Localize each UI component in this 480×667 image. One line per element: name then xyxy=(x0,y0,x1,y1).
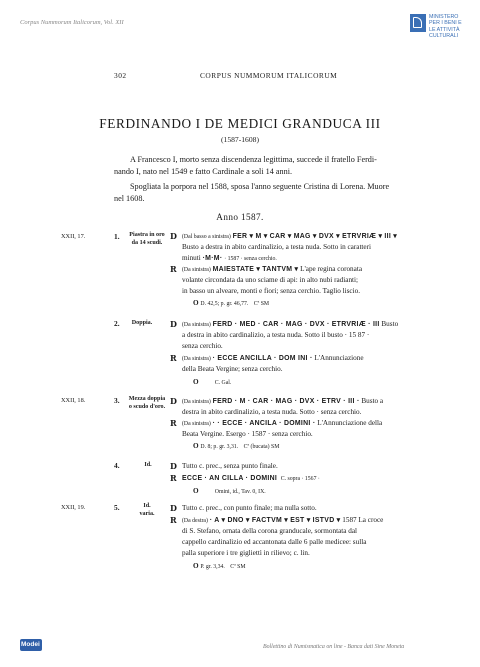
entry-number: 5. xyxy=(114,503,120,512)
text: L'ape regina coronata xyxy=(300,265,363,273)
coin-legend: ECCE · AN CILLA · DOMINI xyxy=(182,475,278,482)
direction-note: (Da destra) xyxy=(182,518,208,524)
intro-line: A Francesco I, morto senza discendenza legittima, succede il fratello Ferdi- xyxy=(130,155,377,164)
coin-metadata xyxy=(193,486,266,498)
coin-label: Doppia. xyxy=(131,320,153,326)
label-line: varia. xyxy=(139,510,155,517)
plate-reference: XXII, 18. xyxy=(61,397,86,404)
label-line: Id. xyxy=(143,503,151,509)
reverse-marker: R xyxy=(170,473,177,483)
obverse-line: a destra in abito cardinalizio, a testa nuda. Sotto il busto · 15 87 · xyxy=(182,331,370,339)
direction-note: (Da sinistra) xyxy=(182,322,211,328)
text: L'Annunciazione della xyxy=(317,419,383,427)
reverse-line: in basso un alveare, monti e fiori; senza cerchio. Taglio liscio. xyxy=(182,287,360,295)
text: C. sopra · 1567 · xyxy=(280,476,320,482)
plate-reference: XXII, 19. xyxy=(61,504,86,511)
reverse-line: volante circondata da uno sciame di api: in alto nubi radianti; xyxy=(182,276,359,284)
reverse-line: di S. Stefano, ornata della corona granducale, sormontata dal xyxy=(182,527,358,535)
metal: O xyxy=(193,487,199,495)
reverse-line: della Beata Vergine; senza cerchio. xyxy=(182,365,283,373)
coin-legend: · ECCE ANCILLA · DOM INI · xyxy=(212,355,313,362)
obverse-line: Tutto c. prec., con punto finale; ma nulla sotto. xyxy=(182,504,317,512)
obverse-marker: D xyxy=(170,231,177,241)
coin-legend: · A ▾ DNO ▾ FACTVM ▾ EST ▾ ISTVD ▾ xyxy=(209,517,341,524)
collection: Cª (bucata) SM xyxy=(243,444,280,450)
coin-legend: FER ▾ M ▾ CAR ▾ MAG ▾ DVX ▾ ETRVRIÆ ▾ III ▾ xyxy=(232,233,398,240)
weight: D. 42,5; p. gr. 46,77. xyxy=(200,301,249,307)
coin-label: Id. xyxy=(144,462,152,468)
footer-text: Bollettino di Numismatica on line - Banca dati Sine Moneta xyxy=(263,644,405,650)
label-line: o scudo d'oro. xyxy=(128,403,166,410)
entry-number: 3. xyxy=(114,396,120,405)
journal-title: Corpus Nummorum Italicorum, Vol. XII xyxy=(20,19,124,26)
obverse-line xyxy=(182,253,277,265)
reverse-marker: R xyxy=(170,515,177,525)
coin-label xyxy=(120,396,174,411)
direction-note: (Da sinistra) xyxy=(182,421,211,427)
year-heading: Anno 1587. xyxy=(216,212,264,222)
logo-line: MINISTERO xyxy=(429,14,459,20)
collection: C. Gal. xyxy=(214,380,232,386)
direction-note: (Da sinistra) xyxy=(182,267,211,273)
obverse-marker: D xyxy=(170,319,177,329)
direction-note: (Da sinistra) xyxy=(182,399,211,405)
text: minuti xyxy=(182,254,201,262)
obverse-line: destra in abito cardinalizio, a testa nuda. Sotto · senza cerchio. xyxy=(182,408,362,416)
text: · 1587 · senza cerchio. xyxy=(224,256,277,262)
coin-metadata xyxy=(193,377,231,389)
reverse-line xyxy=(182,418,382,430)
entry-number: 1. xyxy=(114,232,120,241)
intro-line: Spogliata la porpora nel 1588, sposa l'anno seguente Cristina di Lorena. Muore xyxy=(130,182,390,191)
ministry-logo-text xyxy=(429,14,462,39)
coin-label xyxy=(132,503,162,518)
reverse-line: palla superiore i tre gigliettì in rilievo; c. lin. xyxy=(182,549,310,557)
intro-line: nel 1608. xyxy=(114,194,145,203)
weight: D. 8; p. gr. 3,31. xyxy=(200,444,239,450)
obverse-line: Tutto c. prec., senza punto finale. xyxy=(182,462,278,470)
reverse-line xyxy=(182,473,320,485)
label-line: Piastra in oro xyxy=(129,232,165,238)
coin-legend: FERD · M · CAR · MAG · DVX · ETRV · III · xyxy=(212,398,360,405)
coin-legend: ·M·M· xyxy=(202,255,223,262)
page-number: 302 xyxy=(114,71,127,80)
reverse-marker: R xyxy=(170,353,177,363)
ministry-logo-icon xyxy=(410,14,426,32)
text: Busto a xyxy=(361,397,384,405)
coin-legend: FERD · MED · CAR · MAG · DVX · ETRVRIÆ · III xyxy=(212,321,380,328)
reverse-line: Beata Vergine. Esergo · 1587 · senza cerchio. xyxy=(182,430,313,438)
reverse-line xyxy=(182,515,383,527)
plate-reference: XXII, 17. xyxy=(61,233,86,240)
section-title: FERDINANDO I DE MEDICI GRANDUCA III xyxy=(99,116,381,131)
coin-legend: · · ECCE · ANCILA · DOMINI · xyxy=(212,420,316,427)
running-head-title: CORPUS NUMMORUM ITALICORUM xyxy=(200,71,338,80)
coin-metadata xyxy=(193,441,279,453)
obverse-line xyxy=(182,396,383,408)
coin-metadata xyxy=(193,298,269,310)
label-line: Mezza doppia xyxy=(128,396,166,402)
obverse-line: senza cerchio. xyxy=(182,342,223,350)
obverse-line xyxy=(182,319,398,331)
coin-metadata xyxy=(193,561,246,573)
reverse-marker: R xyxy=(170,418,177,428)
reverse-marker: R xyxy=(170,264,177,274)
obverse-marker: D xyxy=(170,503,177,513)
text: 1587 La croce xyxy=(342,516,384,524)
reverse-line xyxy=(182,353,364,365)
logo-line: PER I BENI E xyxy=(429,20,462,27)
obverse-line: Busto a destra in abito cardinalizio, a testa nuda. Sotto in caratteri xyxy=(182,243,372,251)
text: L'Annunciazione xyxy=(314,354,364,362)
footer-logo-text: Modei xyxy=(21,641,40,648)
metal: O xyxy=(193,562,199,570)
logo-line: CULTURALI xyxy=(429,32,459,39)
weight: P. gr. 3,34. xyxy=(200,564,225,570)
direction-note: (Dal basso a sinistra) xyxy=(182,234,231,240)
reverse-line xyxy=(182,264,362,276)
text: Busto xyxy=(381,320,399,328)
obverse-line xyxy=(182,231,397,243)
intro-line: nando I, nato nel 1549 e fatto Cardinale a soli 14 anni. xyxy=(114,167,293,176)
label-line: da 14 scudi. xyxy=(131,239,163,246)
obverse-marker: D xyxy=(170,396,177,406)
section-dates: (1587-1608) xyxy=(221,135,259,144)
entry-number: 4. xyxy=(114,461,120,470)
coin-legend: MAIESTATE ▾ TANTVM ▾ xyxy=(212,266,299,273)
metal: O xyxy=(193,299,199,307)
collection: Cª SM xyxy=(253,301,270,307)
reverse-line: cappello cardinalizio ed accantonata dalle 6 palle medicee: sulla xyxy=(182,538,367,546)
metal: O xyxy=(193,378,199,386)
collection: Cª SM xyxy=(230,564,246,570)
coin-label xyxy=(122,232,172,247)
direction-note: (Da sinistra) xyxy=(182,356,211,362)
collection: Omini, id., Tav. 0, IX. xyxy=(214,489,266,495)
obverse-marker: D xyxy=(170,461,177,471)
metal: O xyxy=(193,442,199,450)
entry-number: 2. xyxy=(114,319,120,328)
logo-line: LE ATTIVITÀ xyxy=(429,26,460,33)
